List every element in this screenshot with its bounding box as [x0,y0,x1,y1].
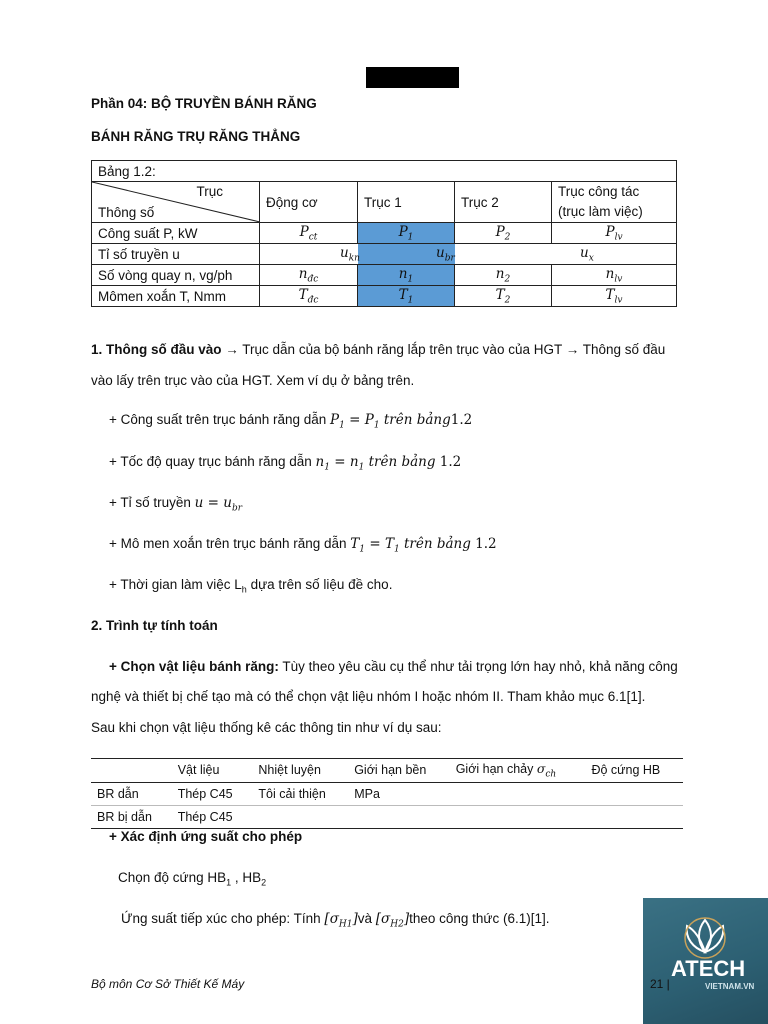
bullet-time: + Thời gian làm việc $L_h$ dựa trên số liệu đề cho. [109,577,393,595]
mat-cell [450,805,586,828]
col-header-truc-1: Trục 1 [358,182,455,223]
cell-p-2: $P_2$ [455,223,552,244]
cell-t-2: $T_2$ [455,286,552,307]
mat-header [91,759,172,783]
material-line2: nghệ và thiết bị chế tạo mà có thể chọn vật liệu nhóm I hoặc nhóm II. Tham khảo mục 6.1[1]. [91,689,646,704]
cell-u-x: $u_x$ [580,245,594,264]
mat-cell: Thép C45 [172,805,253,828]
material-heading: + Chọn vật liệu bánh răng: [109,659,279,674]
mat-cell: BR dẫn [91,782,172,805]
mat-header: Độ cứng HB [585,759,683,783]
contact-stress-line: Ứng suất tiếp xúc cho phép: Tính $[\sigma_{H1}]và$ $[\sigma_{H2}]theo$ công thức (6.1)[1]. [121,911,550,930]
mat-header: Giới hạn chảy $\sigma_{ch}$ [450,759,586,783]
part-title: Phần 04: BỘ TRUYỀN BÁNH RĂNG [91,96,317,111]
stress-heading: + Xác định ứng suất cho phép [109,829,303,844]
row-label-ratio: Tỉ số truyền u [92,244,260,265]
logo-name: ATECH [671,956,746,981]
bullet-power: + Công suất trên trục bánh răng dẫn $P_1 = P_1$ trên bảng1.2 [109,412,473,431]
bullet-ratio: + Tỉ số truyền $u = u_{br}$ [109,495,243,514]
row-label-torque: Mômen xoắn T, Nmm [92,286,260,307]
mat-cell: MPa [348,782,450,805]
mat-cell [450,782,586,805]
ratio-row-cell [260,244,677,265]
material-line3: Sau khi chọn vật liệu thống kê các thông tin như ví dụ sau: [91,720,442,735]
table-1-2 [91,160,677,307]
cell-n-1: $n_1$ [358,265,455,286]
mat-cell [348,805,450,828]
mat-cell: Tôi cải thiện [252,782,348,805]
col-header-truc-2: Trục 2 [455,182,552,223]
section1-heading: 1. Thông số đầu vào [91,342,222,357]
section1-text1: Trục dẫn của bộ bánh răng lắp trên trục vào của HGT [238,342,566,357]
mat-header: Vật liệu [172,759,253,783]
mat-cell [585,805,683,828]
section-subtitle: BÁNH RĂNG TRỤ RĂNG THẲNG [91,129,301,144]
cell-n-lv: $n_{lv}$ [552,265,677,286]
cell-t-dc: $T_{đc}$ [260,286,358,307]
cell-u-kn: $u_{kn}$ [340,245,360,264]
col-header-truc-cong-tac: Trục công tác (trục làm việc) [552,182,677,223]
arrow-icon: → [565,342,580,357]
cell-n-dc: $n_{đc}$ [260,265,358,286]
atech-logo [643,898,768,1024]
mat-cell: Thép C45 [172,782,253,805]
diagonal-header-cell [92,182,260,223]
diag-top-label: Trục [196,184,223,199]
arrow-icon: → [225,342,239,357]
row-label-power: Công suất P, kW [92,223,260,244]
page-number: 21 | [650,977,670,991]
mat-cell [585,782,683,805]
mat-header: Nhiệt luyện [252,759,348,783]
bullet-torque: + Mô men xoắn trên trục bánh răng dẫn $T_1 = T_1$ trên bảng 1.2 [109,536,497,555]
mat-cell [252,805,348,828]
cell-t-lv: $T_{lv}$ [552,286,677,307]
section2-heading: 2. Trình tự tính toán [91,618,218,633]
footer-department: Bộ môn Cơ Sở Thiết Kế Máy [91,977,245,991]
table-caption: Bảng 1.2: [92,161,677,182]
logo-sub: VIETNAM.VN [705,982,755,991]
mat-header: Giới hạn bền [348,759,450,783]
cell-u-br: $u_{br}$ [436,245,455,264]
cell-t-1: $T_1$ [358,286,455,307]
cell-p-lv: $P_{lv}$ [552,223,677,244]
redaction-box [366,67,459,88]
material-table [91,758,683,829]
mat-cell: BR bị dẫn [91,805,172,828]
row-label-speed: Số vòng quay n, vg/ph [92,265,260,286]
section1-text2: Thông số đầu [579,342,666,357]
section1-line2: vào lấy trên trục vào của HGT. Xem ví dụ ở bảng trên. [91,373,415,388]
diag-bottom-label: Thông số [98,205,155,220]
material-line1: + Chọn vật liệu bánh răng: Tùy theo yêu cầu cụ thể như tải trọng lớn hay nhỏ, khả năng công [109,659,678,674]
col-header-dong-co: Động cơ [260,182,358,223]
hardness-line: Chọn độ cứng $HB_1$ , $HB_2$ [118,870,267,888]
bullet-speed: + Tốc độ quay trục bánh răng dẫn $n_1 = n_1$ trên bảng 1.2 [109,454,462,473]
cell-n-2: $n_2$ [455,265,552,286]
cell-p-ct: $P_{ct}$ [260,223,358,244]
section1-line1 [91,342,665,357]
cell-p-1: $P_1$ [358,223,455,244]
